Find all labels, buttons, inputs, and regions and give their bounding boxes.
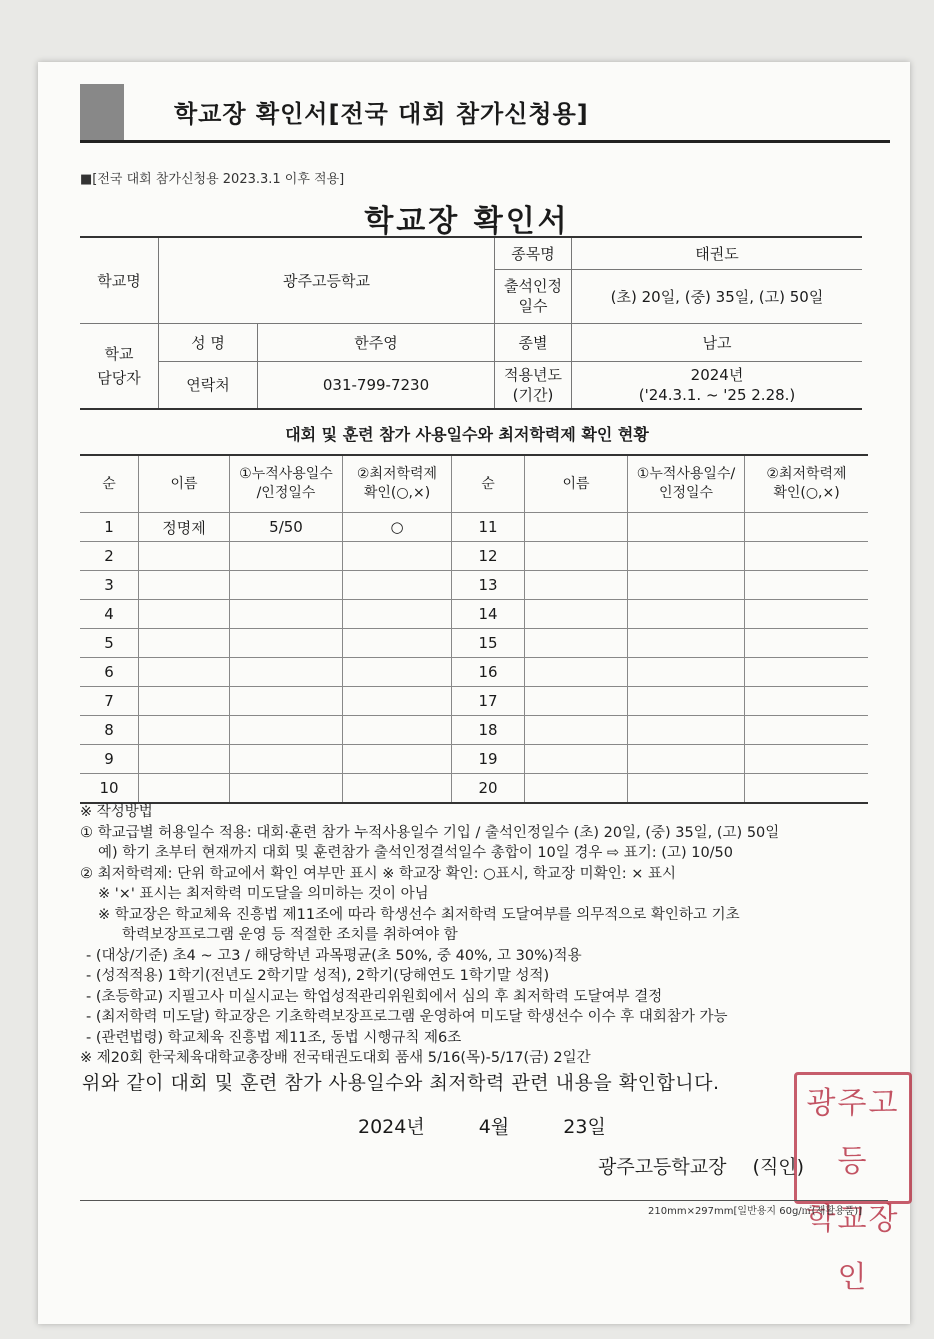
table-row <box>80 542 868 571</box>
check-cell <box>343 774 452 804</box>
official-seal-stamp: 광주고등 학교장인 <box>794 1072 912 1204</box>
table-row <box>80 629 868 658</box>
writing-instructions <box>80 802 880 1069</box>
name-cell <box>139 745 230 774</box>
note-item: 예) 학기 초부터 현재까지 대회 및 훈련참가 출석인정결석일수 총합이 10일 경우 ⇨ 표기: (고) 10/50 <box>98 845 734 861</box>
signer-name: 광주고등학교장 <box>598 1156 727 1178</box>
period-text: ('24.3.1. ~ '25 2.28.) <box>638 385 796 404</box>
check-cell <box>745 600 869 629</box>
name-value: 한주영 <box>258 323 495 361</box>
days-cell: 5/50 <box>230 513 343 542</box>
table-row <box>80 745 868 774</box>
header-seq-1: 순 <box>80 455 139 513</box>
note-item: 학력보장프로그램 운영 등 적절한 조치를 취하여야 함 <box>122 927 458 943</box>
header-title: 학교장 확인서[전국 대회 참가신청용] <box>174 100 589 128</box>
date-year: 2024년 <box>358 1116 425 1138</box>
table-row <box>80 600 868 629</box>
days-cell <box>230 571 343 600</box>
days-cell <box>230 658 343 687</box>
name-cell <box>525 774 628 804</box>
check-cell <box>745 513 869 542</box>
header-name-2: 이름 <box>525 455 628 513</box>
name-cell <box>139 774 230 804</box>
note-item: - (최저학력 미도달) 학교장은 기초학력보장프로그램 운영하여 미도달 학생선수 이수 후 대회참가 가능 <box>86 1009 728 1025</box>
manager-label: 학교 담당자 <box>80 323 159 409</box>
issue-date <box>358 1112 634 1139</box>
footer-divider <box>80 1200 888 1201</box>
name-cell <box>525 513 628 542</box>
school-label: 학교명 <box>80 237 159 323</box>
days-cell <box>230 629 343 658</box>
seal-label: (직인) <box>752 1156 805 1178</box>
seq-cell: 20 <box>452 774 525 804</box>
seq-cell: 16 <box>452 658 525 687</box>
check-cell <box>745 687 869 716</box>
seq-cell: 17 <box>452 687 525 716</box>
seq-cell: 6 <box>80 658 139 687</box>
main-title: 학교장 확인서 <box>364 204 570 239</box>
header-seq-2: 순 <box>452 455 525 513</box>
seq-cell: 15 <box>452 629 525 658</box>
seq-cell: 18 <box>452 716 525 745</box>
seq-cell: 8 <box>80 716 139 745</box>
applicability-note: ■[전국 대회 참가신청용 2023.3.1 이후 적용] <box>80 172 345 187</box>
signer <box>598 1152 804 1179</box>
check-cell <box>343 629 452 658</box>
year-label: 적용년도 (기간) <box>495 361 572 409</box>
check-cell <box>343 687 452 716</box>
header-gray-block <box>80 84 124 140</box>
days-cell <box>628 571 745 600</box>
days-cell <box>628 745 745 774</box>
days-cell <box>628 716 745 745</box>
check-cell <box>343 542 452 571</box>
check-cell <box>745 629 869 658</box>
check-cell <box>745 571 869 600</box>
days-cell <box>628 513 745 542</box>
note-item: ※ '×' 표시는 최저학력 미도달을 의미하는 것이 아님 <box>98 886 429 902</box>
note-item: - (관련법령) 학교체육 진흥법 제11조, 동법 시행규칙 제6조 <box>86 1029 462 1046</box>
contact-label: 연락처 <box>159 361 258 409</box>
participation-table <box>80 454 868 804</box>
check-cell <box>343 658 452 687</box>
table-row <box>80 658 868 687</box>
check-cell <box>343 716 452 745</box>
section-title: 대회 및 훈련 참가 사용일수와 최저학력제 확인 현황 <box>285 425 649 444</box>
note-heading: ※ 작성방법 <box>80 804 153 820</box>
table-row <box>80 513 868 542</box>
note-item: ※ 제20회 한국체육대학교총장배 전국태권도대회 품새 5/16(목)-5/17(금) 2일간 <box>80 1050 591 1066</box>
confirmation-statement: 위와 같이 대회 및 훈련 참가 사용일수와 최저학력 관련 내용을 확인합니다. <box>82 1072 720 1094</box>
days-cell <box>230 542 343 571</box>
days-cell <box>230 716 343 745</box>
seq-cell: 3 <box>80 571 139 600</box>
attendance-value: (초) 20일, (중) 35일, (고) 50일 <box>572 269 863 323</box>
days-cell <box>230 774 343 804</box>
days-cell <box>230 600 343 629</box>
year-value <box>572 361 863 409</box>
note-item: ② 최저학력제: 단위 학교에서 확인 여부만 표시 ※ 학교장 확인: ○표시, 학교장 미확인: × 표시 <box>80 865 676 882</box>
attendance-label: 출석인정 일수 <box>495 269 572 323</box>
school-info-table <box>80 236 862 410</box>
seq-cell: 11 <box>452 513 525 542</box>
check-cell <box>343 600 452 629</box>
name-cell <box>139 571 230 600</box>
header-days-1: ①누적사용일수 /인정일수 <box>230 455 343 513</box>
days-cell <box>628 542 745 571</box>
days-cell <box>628 658 745 687</box>
name-label: 성 명 <box>159 323 258 361</box>
note-item: - (성적적용) 1학기(전년도 2학기말 성적), 2학기(당해연도 1학기말 성적) <box>86 968 550 984</box>
document-header <box>80 84 890 143</box>
date-month: 4월 <box>478 1116 510 1138</box>
table-row <box>80 571 868 600</box>
name-cell <box>139 629 230 658</box>
check-cell <box>745 774 869 804</box>
event-label: 종목명 <box>495 237 572 269</box>
header-name-1: 이름 <box>139 455 230 513</box>
name-cell <box>525 600 628 629</box>
name-cell <box>525 745 628 774</box>
seq-cell: 4 <box>80 600 139 629</box>
school-value: 광주고등학교 <box>159 237 495 323</box>
gender-value: 남고 <box>572 323 863 361</box>
name-cell <box>139 687 230 716</box>
name-cell <box>525 571 628 600</box>
seq-cell: 7 <box>80 687 139 716</box>
note-item: ① 학교급별 허용일수 적용: 대회·훈련 참가 누적사용일수 기입 / 출석인정일수 (초) 20일, (중) 35일, (고) 50일 <box>80 824 780 841</box>
days-cell <box>628 629 745 658</box>
days-cell <box>628 687 745 716</box>
days-cell <box>230 687 343 716</box>
name-cell <box>139 716 230 745</box>
name-cell <box>525 629 628 658</box>
note-item: - (초등학교) 지필고사 미실시교는 학업성적관리위원회에서 심의 후 최저학력 도달여부 결정 <box>86 988 663 1005</box>
seq-cell: 12 <box>452 542 525 571</box>
days-cell <box>628 774 745 804</box>
seq-cell: 5 <box>80 629 139 658</box>
check-cell <box>745 716 869 745</box>
event-value: 태권도 <box>572 237 863 269</box>
check-cell <box>745 542 869 571</box>
note-item: ※ 학교장은 학교체육 진흥법 제11조에 따라 학생선수 최저학력 도달여부를 의무적으로 확인하고 기초 <box>98 906 740 923</box>
header-days-2: ①누적사용일수/ 인정일수 <box>628 455 745 513</box>
name-cell <box>525 716 628 745</box>
note-item: - (대상/기준) 초4 ~ 고3 / 해당학년 과목평균(초 50%, 중 40%, 고 30%)적용 <box>86 947 582 964</box>
table-row <box>80 716 868 745</box>
gender-label: 종별 <box>495 323 572 361</box>
seq-cell: 13 <box>452 571 525 600</box>
name-cell: 정명제 <box>139 513 230 542</box>
seq-cell: 1 <box>80 513 139 542</box>
seq-cell: 10 <box>80 774 139 804</box>
table-row <box>80 774 868 804</box>
days-cell <box>230 745 343 774</box>
check-cell <box>745 745 869 774</box>
seq-cell: 2 <box>80 542 139 571</box>
check-cell <box>343 745 452 774</box>
date-day: 23일 <box>563 1116 606 1138</box>
seq-cell: 14 <box>452 600 525 629</box>
seq-cell: 9 <box>80 745 139 774</box>
check-cell: ○ <box>343 513 452 542</box>
seq-cell: 19 <box>452 745 525 774</box>
name-cell <box>525 658 628 687</box>
name-cell <box>525 687 628 716</box>
check-cell <box>343 571 452 600</box>
name-cell <box>139 658 230 687</box>
days-cell <box>628 600 745 629</box>
year-text: 2024년 <box>690 365 744 384</box>
header-check-1: ②최저학력제 확인(○,×) <box>343 455 452 513</box>
name-cell <box>139 542 230 571</box>
contact-value: 031-799-7230 <box>258 361 495 409</box>
name-cell <box>525 542 628 571</box>
header-check-2: ②최저학력제 확인(○,×) <box>745 455 869 513</box>
name-cell <box>139 600 230 629</box>
check-cell <box>745 658 869 687</box>
table-row <box>80 687 868 716</box>
paper-spec: 210mm×297mm[일반용지 60g/㎡(재활용품)] <box>648 1206 863 1217</box>
